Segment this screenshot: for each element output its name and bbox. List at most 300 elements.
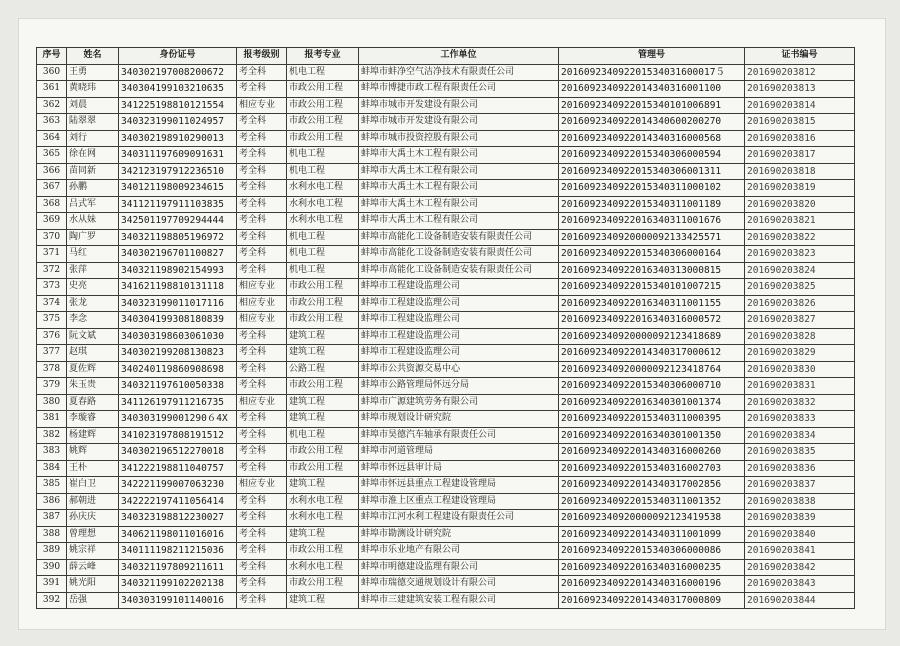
row-name: 曾理想 bbox=[67, 526, 119, 543]
row-certificate-number: 201690203814 bbox=[745, 97, 855, 114]
row-management-number: 2016092340922014340317002856 bbox=[559, 477, 745, 494]
row-name: 姚宗祥 bbox=[67, 543, 119, 560]
row-management-number: 2016092340922015340101006891 bbox=[559, 97, 745, 114]
row-work-unit: 蚌埠市大禹土木工程有限公司 bbox=[359, 163, 559, 180]
row-management-number: 2016092340920000092123419538 bbox=[559, 510, 745, 527]
row-name: 王朴 bbox=[67, 460, 119, 477]
row-level: 考全科 bbox=[237, 81, 287, 98]
row-level: 考全科 bbox=[237, 229, 287, 246]
row-certificate-number: 201690203820 bbox=[745, 196, 855, 213]
row-specialty: 水利水电工程 bbox=[287, 213, 359, 230]
row-management-number: 2016092340920000092123418764 bbox=[559, 361, 745, 378]
row-certificate-number: 201690203843 bbox=[745, 576, 855, 593]
row-work-unit: 蚌埠市怀远县重点工程建设管理局 bbox=[359, 477, 559, 494]
row-name: 薛云峰 bbox=[67, 559, 119, 576]
row-index: 380 bbox=[37, 394, 67, 411]
table-row bbox=[37, 130, 855, 147]
row-id-number: 340111198211215036 bbox=[119, 543, 237, 560]
row-index: 373 bbox=[37, 279, 67, 296]
table-row bbox=[37, 510, 855, 527]
row-specialty: 水利水电工程 bbox=[287, 510, 359, 527]
row-index: 384 bbox=[37, 460, 67, 477]
row-certificate-number: 201690203842 bbox=[745, 559, 855, 576]
table-row bbox=[37, 295, 855, 312]
row-certificate-number: 201690203840 bbox=[745, 526, 855, 543]
row-level: 考全科 bbox=[237, 64, 287, 81]
row-work-unit: 蚌埠市江河水利工程建设有限责任公司 bbox=[359, 510, 559, 527]
row-certificate-number: 201690203844 bbox=[745, 592, 855, 609]
row-name: 赵琪 bbox=[67, 345, 119, 362]
row-work-unit: 蚌埠市河道管理局 bbox=[359, 444, 559, 461]
row-specialty: 市政公用工程 bbox=[287, 295, 359, 312]
row-certificate-number: 201690203839 bbox=[745, 510, 855, 527]
row-name: 吕式军 bbox=[67, 196, 119, 213]
row-id-number: 340302196701100827 bbox=[119, 246, 237, 263]
row-specialty: 市政公用工程 bbox=[287, 312, 359, 329]
row-certificate-number: 201690203818 bbox=[745, 163, 855, 180]
row-certificate-number: 201690203832 bbox=[745, 394, 855, 411]
row-management-number: 2016092340922016340313000815 bbox=[559, 262, 745, 279]
row-name: 杨建辉 bbox=[67, 427, 119, 444]
row-work-unit: 蚌埠市博捷市政工程有限责任公司 bbox=[359, 81, 559, 98]
row-id-number: 340304199103210635 bbox=[119, 81, 237, 98]
table-row bbox=[37, 411, 855, 428]
row-certificate-number: 201690203812 bbox=[745, 64, 855, 81]
row-specialty: 市政公用工程 bbox=[287, 114, 359, 131]
row-id-number: 340302197008200672 bbox=[119, 64, 237, 81]
row-work-unit: 蚌埠市乐业地产有限公司 bbox=[359, 543, 559, 560]
table-row bbox=[37, 180, 855, 197]
table-row bbox=[37, 246, 855, 263]
table-row bbox=[37, 394, 855, 411]
table-row bbox=[37, 576, 855, 593]
table-row bbox=[37, 427, 855, 444]
header-name: 姓名 bbox=[67, 48, 119, 65]
table-row bbox=[37, 196, 855, 213]
header-management-number: 管理号 bbox=[559, 48, 745, 65]
row-specialty: 市政公用工程 bbox=[287, 460, 359, 477]
row-specialty: 水利水电工程 bbox=[287, 180, 359, 197]
row-level: 考全科 bbox=[237, 411, 287, 428]
table-row bbox=[37, 97, 855, 114]
row-id-number: 340321199102202138 bbox=[119, 576, 237, 593]
row-specialty: 市政公用工程 bbox=[287, 378, 359, 395]
row-name: 徐在网 bbox=[67, 147, 119, 164]
row-work-unit: 蚌埠市大禹土木工程有限公司 bbox=[359, 196, 559, 213]
row-id-number: 341126197911216735 bbox=[119, 394, 237, 411]
row-index: 368 bbox=[37, 196, 67, 213]
table-row bbox=[37, 378, 855, 395]
row-index: 381 bbox=[37, 411, 67, 428]
header-certificate-number: 证书编号 bbox=[745, 48, 855, 65]
row-specialty: 市政公用工程 bbox=[287, 576, 359, 593]
row-index: 360 bbox=[37, 64, 67, 81]
table-row bbox=[37, 592, 855, 609]
row-management-number: 2016092340922015340306000086 bbox=[559, 543, 745, 560]
row-index: 362 bbox=[37, 97, 67, 114]
row-level: 考全科 bbox=[237, 180, 287, 197]
row-certificate-number: 201690203819 bbox=[745, 180, 855, 197]
row-management-number: 2016092340922016340301001374 bbox=[559, 394, 745, 411]
row-level: 考全科 bbox=[237, 444, 287, 461]
row-certificate-number: 201690203837 bbox=[745, 477, 855, 494]
row-certificate-number: 201690203841 bbox=[745, 543, 855, 560]
row-certificate-number: 201690203838 bbox=[745, 493, 855, 510]
row-id-number: 340302196512270018 bbox=[119, 444, 237, 461]
row-certificate-number: 201690203822 bbox=[745, 229, 855, 246]
table-row bbox=[37, 444, 855, 461]
row-specialty: 市政公用工程 bbox=[287, 279, 359, 296]
row-specialty: 机电工程 bbox=[287, 262, 359, 279]
row-management-number: 2016092340922014340316000568 bbox=[559, 130, 745, 147]
row-specialty: 建筑工程 bbox=[287, 394, 359, 411]
row-specialty: 机电工程 bbox=[287, 229, 359, 246]
row-name: 刘行 bbox=[67, 130, 119, 147]
row-level: 考全科 bbox=[237, 510, 287, 527]
row-work-unit: 蚌埠市大禹土木工程有限公司 bbox=[359, 180, 559, 197]
row-work-unit: 蚌埠市工程建设监理公司 bbox=[359, 345, 559, 362]
row-work-unit: 蚌埠市工程建设监理公司 bbox=[359, 279, 559, 296]
table-row bbox=[37, 64, 855, 81]
row-certificate-number: 201690203823 bbox=[745, 246, 855, 263]
row-certificate-number: 201690203816 bbox=[745, 130, 855, 147]
row-specialty: 建筑工程 bbox=[287, 328, 359, 345]
row-management-number: 2016092340922015340311001352 bbox=[559, 493, 745, 510]
row-work-unit: 蚌埠市三建建筑安装工程有限公司 bbox=[359, 592, 559, 609]
row-id-number: 340302198910290013 bbox=[119, 130, 237, 147]
header-specialty: 报考专业 bbox=[287, 48, 359, 65]
row-management-number: 201609234092201534031600017５ bbox=[559, 64, 745, 81]
header-id-number: 身份证号 bbox=[119, 48, 237, 65]
row-management-number: 2016092340922015340101007215 bbox=[559, 279, 745, 296]
row-certificate-number: 201690203815 bbox=[745, 114, 855, 131]
row-work-unit: 蚌埠市大禹土木工程有限公司 bbox=[359, 213, 559, 230]
row-level: 考全科 bbox=[237, 361, 287, 378]
row-work-unit: 蚌埠市城市投资控股有限公司 bbox=[359, 130, 559, 147]
row-certificate-number: 201690203828 bbox=[745, 328, 855, 345]
row-management-number: 2016092340922015340306000710 bbox=[559, 378, 745, 395]
row-index: 391 bbox=[37, 576, 67, 593]
row-index: 383 bbox=[37, 444, 67, 461]
row-index: 378 bbox=[37, 361, 67, 378]
row-specialty: 机电工程 bbox=[287, 64, 359, 81]
row-level: 考全科 bbox=[237, 493, 287, 510]
row-management-number: 2016092340922016340311001676 bbox=[559, 213, 745, 230]
table-row bbox=[37, 229, 855, 246]
row-work-unit: 蚌埠市高能化工设备制造安装有限责任公司 bbox=[359, 262, 559, 279]
row-specialty: 建筑工程 bbox=[287, 477, 359, 494]
row-name: 郝朝进 bbox=[67, 493, 119, 510]
row-management-number: 2016092340922016340311001155 bbox=[559, 295, 745, 312]
row-work-unit: 蚌埠市城市开发建设有限公司 bbox=[359, 97, 559, 114]
row-id-number: 341023197808191512 bbox=[119, 427, 237, 444]
row-level: 考全科 bbox=[237, 526, 287, 543]
row-level: 考全科 bbox=[237, 576, 287, 593]
row-id-number: 340121198009234615 bbox=[119, 180, 237, 197]
row-name: 李璇睿 bbox=[67, 411, 119, 428]
row-specialty: 建筑工程 bbox=[287, 411, 359, 428]
row-id-number: 341225198810121554 bbox=[119, 97, 237, 114]
table-row bbox=[37, 345, 855, 362]
row-specialty: 机电工程 bbox=[287, 147, 359, 164]
row-level: 考全科 bbox=[237, 163, 287, 180]
row-id-number: 340321198805196972 bbox=[119, 229, 237, 246]
row-certificate-number: 201690203831 bbox=[745, 378, 855, 395]
row-work-unit: 蚌埠市城市开发建设有限公司 bbox=[359, 114, 559, 131]
row-level: 考全科 bbox=[237, 246, 287, 263]
row-certificate-number: 201690203817 bbox=[745, 147, 855, 164]
row-index: 361 bbox=[37, 81, 67, 98]
table-row bbox=[37, 361, 855, 378]
row-index: 377 bbox=[37, 345, 67, 362]
row-work-unit: 蚌埠市工程建设监理公司 bbox=[359, 312, 559, 329]
row-management-number: 2016092340922015340306001311 bbox=[559, 163, 745, 180]
row-certificate-number: 201690203833 bbox=[745, 411, 855, 428]
row-id-number: 342123197912236510 bbox=[119, 163, 237, 180]
row-management-number: 2016092340922016340316000572 bbox=[559, 312, 745, 329]
row-name: 阮文斌 bbox=[67, 328, 119, 345]
row-management-number: 2016092340922016340316000235 bbox=[559, 559, 745, 576]
row-specialty: 水利水电工程 bbox=[287, 196, 359, 213]
row-management-number: 2016092340922014340317000612 bbox=[559, 345, 745, 362]
row-id-number: 340321198902154993 bbox=[119, 262, 237, 279]
row-certificate-number: 201690203824 bbox=[745, 262, 855, 279]
row-specialty: 机电工程 bbox=[287, 246, 359, 263]
table-row bbox=[37, 559, 855, 576]
row-level: 考全科 bbox=[237, 460, 287, 477]
row-certificate-number: 201690203834 bbox=[745, 427, 855, 444]
row-work-unit: 蚌埠市明德建设监理有限公司 bbox=[359, 559, 559, 576]
row-index: 365 bbox=[37, 147, 67, 164]
row-level: 考全科 bbox=[237, 543, 287, 560]
row-id-number: 342501197709294444 bbox=[119, 213, 237, 230]
row-index: 379 bbox=[37, 378, 67, 395]
table-row bbox=[37, 163, 855, 180]
row-specialty: 市政公用工程 bbox=[287, 543, 359, 560]
table-row bbox=[37, 312, 855, 329]
row-name: 姚辉 bbox=[67, 444, 119, 461]
row-certificate-number: 201690203830 bbox=[745, 361, 855, 378]
row-id-number: 341121197911103835 bbox=[119, 196, 237, 213]
row-level: 考全科 bbox=[237, 427, 287, 444]
row-id-number: 342221199007063230 bbox=[119, 477, 237, 494]
row-certificate-number: 201690203829 bbox=[745, 345, 855, 362]
row-work-unit: 蚌埠市规划设计研究院 bbox=[359, 411, 559, 428]
row-name: 陶广罗 bbox=[67, 229, 119, 246]
row-specialty: 市政公用工程 bbox=[287, 444, 359, 461]
row-id-number: 340303199101140016 bbox=[119, 592, 237, 609]
row-specialty: 建筑工程 bbox=[287, 526, 359, 543]
row-id-number: 342222197411056414 bbox=[119, 493, 237, 510]
row-specialty: 市政公用工程 bbox=[287, 81, 359, 98]
row-id-number: 340303198603061030 bbox=[119, 328, 237, 345]
row-index: 392 bbox=[37, 592, 67, 609]
row-specialty: 建筑工程 bbox=[287, 592, 359, 609]
row-management-number: 2016092340920000092133425571 bbox=[559, 229, 745, 246]
row-specialty: 机电工程 bbox=[287, 163, 359, 180]
table-row bbox=[37, 147, 855, 164]
row-certificate-number: 201690203827 bbox=[745, 312, 855, 329]
row-specialty: 公路工程 bbox=[287, 361, 359, 378]
header-level: 报考级别 bbox=[237, 48, 287, 65]
row-level: 考全科 bbox=[237, 114, 287, 131]
row-id-number: 340303199001290６4X bbox=[119, 411, 237, 428]
row-certificate-number: 201690203825 bbox=[745, 279, 855, 296]
row-work-unit: 蚌埠市怀远县审计局 bbox=[359, 460, 559, 477]
row-certificate-number: 201690203821 bbox=[745, 213, 855, 230]
row-level: 考全科 bbox=[237, 559, 287, 576]
row-level: 考全科 bbox=[237, 262, 287, 279]
row-name: 夏佐辉 bbox=[67, 361, 119, 378]
row-name: 苗同新 bbox=[67, 163, 119, 180]
row-management-number: 2016092340922015340306000594 bbox=[559, 147, 745, 164]
row-index: 385 bbox=[37, 477, 67, 494]
row-management-number: 2016092340922015340306000164 bbox=[559, 246, 745, 263]
row-management-number: 2016092340922015340311000395 bbox=[559, 411, 745, 428]
table-header-row bbox=[37, 48, 855, 65]
row-id-number: 340302199208130823 bbox=[119, 345, 237, 362]
row-work-unit: 蚌埠市高能化工设备制造安装有限责任公司 bbox=[359, 229, 559, 246]
row-management-number: 2016092340922015340311000102 bbox=[559, 180, 745, 197]
certificate-table bbox=[36, 47, 855, 609]
row-level: 考全科 bbox=[237, 328, 287, 345]
row-management-number: 2016092340922016340301001350 bbox=[559, 427, 745, 444]
row-level: 相应专业 bbox=[237, 279, 287, 296]
row-specialty: 水利水电工程 bbox=[287, 493, 359, 510]
row-id-number: 341222198811040757 bbox=[119, 460, 237, 477]
row-level: 考全科 bbox=[237, 196, 287, 213]
row-work-unit: 蚌埠市勘测设计研究院 bbox=[359, 526, 559, 543]
row-management-number: 2016092340922015340311001189 bbox=[559, 196, 745, 213]
row-index: 388 bbox=[37, 526, 67, 543]
row-index: 372 bbox=[37, 262, 67, 279]
row-name: 马红 bbox=[67, 246, 119, 263]
row-id-number: 340321197610050338 bbox=[119, 378, 237, 395]
row-id-number: 340311197609091631 bbox=[119, 147, 237, 164]
row-management-number: 2016092340922014340317000809 bbox=[559, 592, 745, 609]
row-index: 375 bbox=[37, 312, 67, 329]
row-management-number: 2016092340922015340316002703 bbox=[559, 460, 745, 477]
row-index: 367 bbox=[37, 180, 67, 197]
table-body bbox=[37, 64, 855, 609]
row-level: 相应专业 bbox=[237, 394, 287, 411]
row-id-number: 340323199011024957 bbox=[119, 114, 237, 131]
row-id-number: 340321197809211611 bbox=[119, 559, 237, 576]
table-row bbox=[37, 213, 855, 230]
row-name: 水从妹 bbox=[67, 213, 119, 230]
row-work-unit: 蚌埠市淮上区重点工程建设管理局 bbox=[359, 493, 559, 510]
row-id-number: 340621198011016016 bbox=[119, 526, 237, 543]
row-index: 389 bbox=[37, 543, 67, 560]
row-index: 364 bbox=[37, 130, 67, 147]
table-row bbox=[37, 262, 855, 279]
row-management-number: 2016092340922014340600200270 bbox=[559, 114, 745, 131]
row-index: 370 bbox=[37, 229, 67, 246]
row-level: 相应专业 bbox=[237, 312, 287, 329]
row-name: 夏春路 bbox=[67, 394, 119, 411]
row-work-unit: 蚌埠市广源建筑劳务有限公司 bbox=[359, 394, 559, 411]
row-specialty: 机电工程 bbox=[287, 427, 359, 444]
row-work-unit: 蚌埠市瑞德交通规划设计有限公司 bbox=[359, 576, 559, 593]
table-row bbox=[37, 81, 855, 98]
row-name: 黄晓玮 bbox=[67, 81, 119, 98]
row-work-unit: 蚌埠市工程建设监理公司 bbox=[359, 328, 559, 345]
row-index: 390 bbox=[37, 559, 67, 576]
table-row bbox=[37, 477, 855, 494]
row-index: 376 bbox=[37, 328, 67, 345]
row-index: 387 bbox=[37, 510, 67, 527]
row-name: 岳强 bbox=[67, 592, 119, 609]
row-management-number: 2016092340922014340316000196 bbox=[559, 576, 745, 593]
row-name: 史亮 bbox=[67, 279, 119, 296]
row-level: 考全科 bbox=[237, 147, 287, 164]
table-row bbox=[37, 460, 855, 477]
row-name: 张萍 bbox=[67, 262, 119, 279]
row-level: 相应专业 bbox=[237, 477, 287, 494]
row-level: 考全科 bbox=[237, 130, 287, 147]
row-level: 考全科 bbox=[237, 378, 287, 395]
row-management-number: 2016092340920000092123418689 bbox=[559, 328, 745, 345]
table-row bbox=[37, 114, 855, 131]
table-row bbox=[37, 328, 855, 345]
row-specialty: 水利水电工程 bbox=[287, 559, 359, 576]
row-id-number: 340323199011017116 bbox=[119, 295, 237, 312]
row-level: 相应专业 bbox=[237, 97, 287, 114]
row-name: 张龙 bbox=[67, 295, 119, 312]
row-index: 363 bbox=[37, 114, 67, 131]
row-name: 孙鹏 bbox=[67, 180, 119, 197]
row-index: 369 bbox=[37, 213, 67, 230]
row-work-unit: 蚌埠市大禹土木工程有限公司 bbox=[359, 147, 559, 164]
row-name: 李念 bbox=[67, 312, 119, 329]
table-row bbox=[37, 279, 855, 296]
row-index: 386 bbox=[37, 493, 67, 510]
row-management-number: 2016092340922014340316000260 bbox=[559, 444, 745, 461]
table-row bbox=[37, 543, 855, 560]
row-index: 374 bbox=[37, 295, 67, 312]
row-level: 考全科 bbox=[237, 345, 287, 362]
row-specialty: 建筑工程 bbox=[287, 345, 359, 362]
table-row bbox=[37, 526, 855, 543]
row-name: 刘晨 bbox=[67, 97, 119, 114]
row-name: 王勇 bbox=[67, 64, 119, 81]
row-id-number: 341621198810131118 bbox=[119, 279, 237, 296]
row-work-unit: 蚌埠市公路管理局怀远分局 bbox=[359, 378, 559, 395]
row-name: 姚光阳 bbox=[67, 576, 119, 593]
row-certificate-number: 201690203826 bbox=[745, 295, 855, 312]
row-work-unit: 蚌埠市高能化工设备制造安装有限责任公司 bbox=[359, 246, 559, 263]
row-management-number: 2016092340922014340316001100 bbox=[559, 81, 745, 98]
row-name: 陆翠翠 bbox=[67, 114, 119, 131]
row-level: 考全科 bbox=[237, 213, 287, 230]
row-certificate-number: 201690203836 bbox=[745, 460, 855, 477]
row-management-number: 2016092340922014340311001099 bbox=[559, 526, 745, 543]
row-specialty: 市政公用工程 bbox=[287, 97, 359, 114]
row-index: 371 bbox=[37, 246, 67, 263]
row-id-number: 340323198812230027 bbox=[119, 510, 237, 527]
table-row bbox=[37, 493, 855, 510]
row-name: 崔白卫 bbox=[67, 477, 119, 494]
row-work-unit: 蚌埠市蚌净空气洁净技术有限责任公司 bbox=[359, 64, 559, 81]
row-id-number: 340304199308180839 bbox=[119, 312, 237, 329]
row-level: 考全科 bbox=[237, 592, 287, 609]
row-certificate-number: 201690203835 bbox=[745, 444, 855, 461]
header-index: 序号 bbox=[37, 48, 67, 65]
row-work-unit: 蚌埠市昊德汽车轴承有限责任公司 bbox=[359, 427, 559, 444]
row-level: 相应专业 bbox=[237, 295, 287, 312]
row-id-number: 340240119860908698 bbox=[119, 361, 237, 378]
header-work-unit: 工作单位 bbox=[359, 48, 559, 65]
